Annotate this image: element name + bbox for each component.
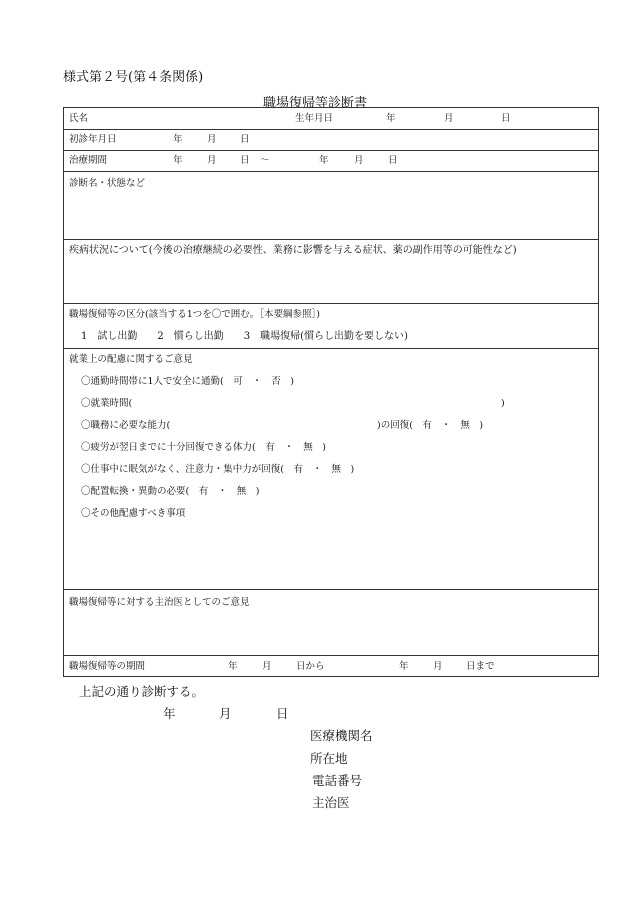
first-visit-year-label: 年 [173, 134, 183, 145]
work-consideration-label: 就業上の配慮に関するご意見 [69, 354, 193, 365]
date-day-label: 日 [276, 706, 289, 721]
diagnosis-label: 診断名・状態など [69, 178, 146, 189]
institution-label: 医療機関名 [310, 728, 373, 743]
period-start-month-label: 月 [262, 661, 272, 672]
return-category-label: 職場復帰等の区分(該当する1つを〇で囲む。［本要綱参照］) [69, 309, 320, 320]
birth-year-label: 年 [386, 113, 396, 124]
attending-doctor-label: 主治医 [312, 795, 350, 810]
reassignment-item: 〇配置転換・異動の必要( 有 ・ 無 ) [81, 486, 260, 497]
treatment-start-year-label: 年 [173, 155, 183, 166]
diagnosis-form-table [63, 107, 599, 677]
birth-date-label: 生年月日 [295, 113, 334, 124]
job-ability-recovery: )の回復( 有 ・ 無 ) [377, 420, 484, 431]
commute-item: 〇通勤時間帯に1人で安全に通勤( 可 ・ 否 ) [81, 376, 294, 387]
treatment-start-day-label: 日 [240, 155, 250, 166]
address-label: 所在地 [310, 751, 348, 766]
page-title: 職場復帰等診断書 [262, 96, 367, 111]
fatigue-recovery-item: 〇疲労が翌日までに十分回復できる体力( 有 ・ 無 ) [81, 442, 326, 453]
row-divider [64, 171, 598, 172]
row-divider [64, 348, 598, 349]
birth-month-label: 月 [444, 113, 454, 124]
date-year-label: 年 [163, 706, 176, 721]
treatment-end-month-label: 月 [354, 155, 364, 166]
working-hours-close-paren: ) [501, 398, 505, 409]
treatment-start-month-label: 月 [207, 155, 217, 166]
treatment-period-label: 治療期間 [69, 155, 108, 166]
phone-label: 電話番号 [312, 773, 363, 788]
form-number: 様式第２号(第４条関係) [63, 70, 204, 85]
name-label: 氏名 [69, 113, 89, 124]
return-category-options: 1 試し出勤 2 慣らし出勤 3 職場復帰(慣らし出勤を要しない) [81, 331, 408, 342]
row-divider [64, 303, 598, 304]
date-month-label: 月 [219, 706, 232, 721]
period-end-year-label: 年 [399, 661, 409, 672]
treatment-end-year-label: 年 [319, 155, 329, 166]
doctor-opinion-label: 職場復帰等に対する主治医としてのご意見 [69, 597, 250, 608]
treatment-end-day-label: 日 [388, 155, 398, 166]
first-visit-label: 初診年月日 [69, 134, 117, 145]
return-period-label: 職場復帰等の期間 [69, 661, 146, 672]
alertness-item: 〇仕事中に眠気がなく、注意力・集中力が回復( 有 ・ 無 ) [81, 464, 355, 475]
period-start-year-label: 年 [228, 661, 238, 672]
row-divider [64, 239, 598, 240]
row-divider [64, 589, 598, 590]
working-hours-item: 〇就業時間( [81, 398, 133, 409]
tilde-separator: ～ [260, 155, 270, 166]
period-until-label: 日まで [466, 661, 495, 672]
first-visit-day-label: 日 [240, 134, 250, 145]
other-considerations-item: 〇その他配慮すべき事項 [81, 508, 186, 519]
birth-day-label: 日 [501, 113, 511, 124]
period-end-month-label: 月 [433, 661, 443, 672]
row-divider [64, 655, 598, 656]
row-divider [64, 150, 598, 151]
row-divider [64, 129, 598, 130]
job-ability-item: 〇職務に必要な能力( [81, 420, 171, 431]
period-from-label: 日から [296, 661, 325, 672]
diagnosis-statement: 上記の通り診断する。 [79, 684, 205, 699]
first-visit-month-label: 月 [207, 134, 217, 145]
condition-label: 疾病状況について(今後の治療継続の必要性、業務に影響を与える症状、薬の副作用等の可能性など) [69, 245, 517, 256]
